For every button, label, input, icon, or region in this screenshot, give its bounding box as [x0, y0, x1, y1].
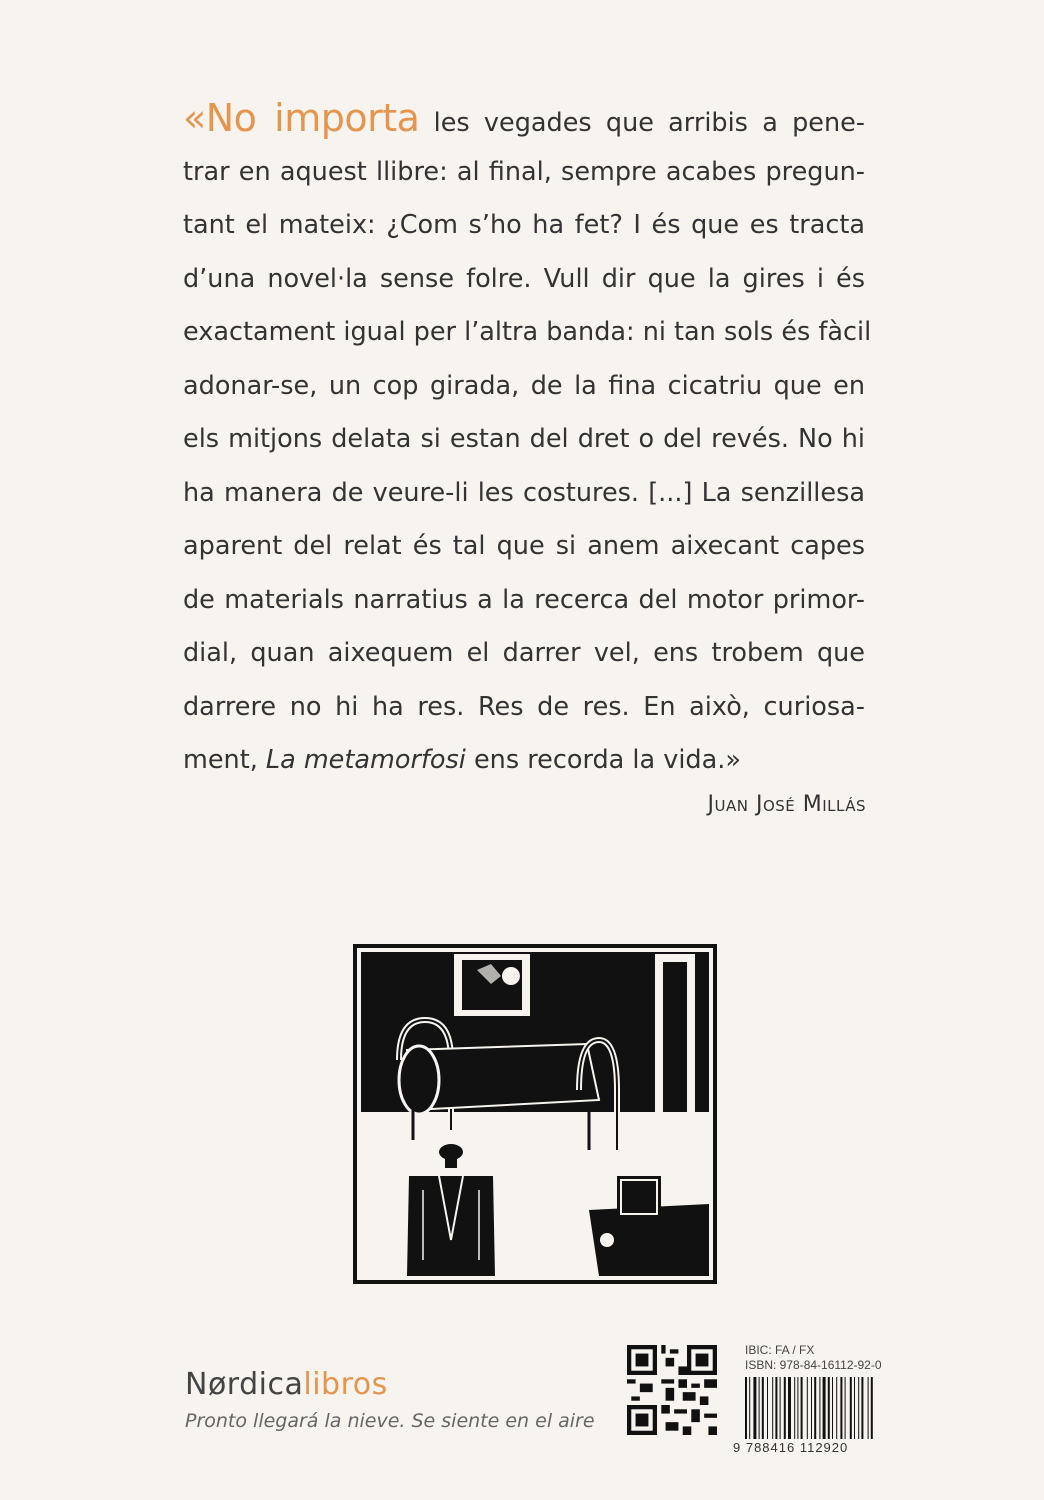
- quote-line: adonar-se, un cop girada, de la fina cicatriu que en: [183, 370, 865, 401]
- quote-line: ha manera de veure-li les costures. [...] La senzillesa: [183, 477, 865, 508]
- quote-line: aparent del relat és tal que si anem aixecant capes: [183, 531, 865, 561]
- woodcut-illustration: [349, 940, 721, 1288]
- quote-opening: «No importa: [183, 96, 420, 140]
- book-codes: [745, 1343, 882, 1373]
- quote-line: els mitjons delata si estan del dret o del revés. No hi: [183, 424, 865, 454]
- quote-line: de materials narratius a la recerca del motor primor-: [183, 584, 865, 615]
- ibic-code: IBIC: FA / FX: [745, 1343, 815, 1357]
- publisher-tagline: Pronto llegará la nieve. Se siente en el aire: [185, 1410, 595, 1432]
- quote-line: exactament igual per l’altra banda: ni tan sols és fàcil: [183, 317, 872, 347]
- quote-line: «No importa les vegades que arribis a pene-: [183, 96, 865, 140]
- barcode-icon: [745, 1377, 909, 1439]
- quote-line: trar en aquest llibre: al final, sempre acabes pregun-: [183, 156, 865, 187]
- back-cover-quote: [183, 92, 872, 788]
- isbn-code: ISBN: 978-84-16112-92-0: [745, 1358, 882, 1372]
- quote-line: tant el mateix: ¿Com s’ho ha fet? I és que es tracta: [183, 210, 865, 240]
- quote-author: Juan José Millás: [707, 792, 866, 817]
- quote-line: darrere no hi ha res. Res de res. En això, curiosa-: [183, 691, 865, 722]
- quote-line: dial, quan aixequem el darrer vel, ens trobem que: [183, 638, 865, 668]
- quote-line: d’una novel·la sense folre. Vull dir que la gires i és: [183, 263, 865, 294]
- publisher-logo: Nørdicalibros: [185, 1367, 388, 1402]
- book-title: La metamorfosi: [265, 745, 466, 775]
- qr-code-icon: [627, 1345, 717, 1435]
- barcode-digits: 9 788416 112920: [733, 1440, 849, 1455]
- quote-line-last: ment, La metamorfosi ens recorda la vida.»: [183, 745, 741, 775]
